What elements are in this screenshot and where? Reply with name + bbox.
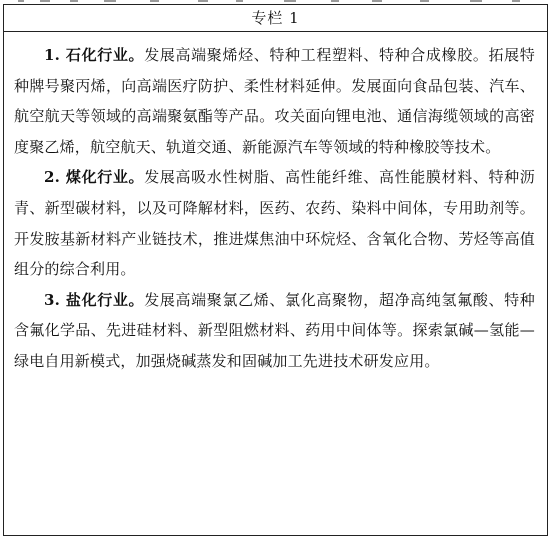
section-petrochemical: [14, 40, 535, 162]
section-heading: 3. 盐化行业。: [44, 290, 145, 309]
section-coal-chemical: [14, 162, 535, 284]
section-heading: 2. 煤化行业。: [44, 168, 145, 187]
section-text: 发展高端聚氯乙烯、氯化高聚物，超净高纯氢氟酸、特种含氟化学品、先进硅材料、新型阻燃材料、药用中间体等。探索氯碱—氢能—绿电自用新模式，加强烧碱蒸发和固碱加工先进技术研发应用。: [14, 290, 535, 370]
column-box-title: 专栏 1: [4, 5, 547, 32]
column-box: [3, 4, 548, 536]
section-text: 发展高端聚烯烃、特种工程塑料、特种合成橡胶。拓展特种牌号聚丙烯，向高端医疗防护、柔性材料延伸。发展面向食品包装、汽车、航空航天等领域的高端聚氨酯等产品。攻关面向锂电池、通信海缆领域的高密度聚乙烯，航空航天、轨道交通、新能源汽车等领域的特种橡胶等技术。: [14, 46, 535, 156]
section-salt-chemical: [14, 285, 535, 377]
section-text: 发展高吸水性树脂、高性能纤维、高性能膜材料、特种沥青、新型碳材料，以及可降解材料，医药、农药、染料中间体，专用助剂等。开发胺基新材料产业链技术，推进煤焦油中环烷烃、含氧化合物、芳烃等高值组分的综合利用。: [14, 168, 535, 279]
section-heading: 1. 石化行业。: [44, 46, 145, 64]
column-box-body: [4, 32, 547, 377]
